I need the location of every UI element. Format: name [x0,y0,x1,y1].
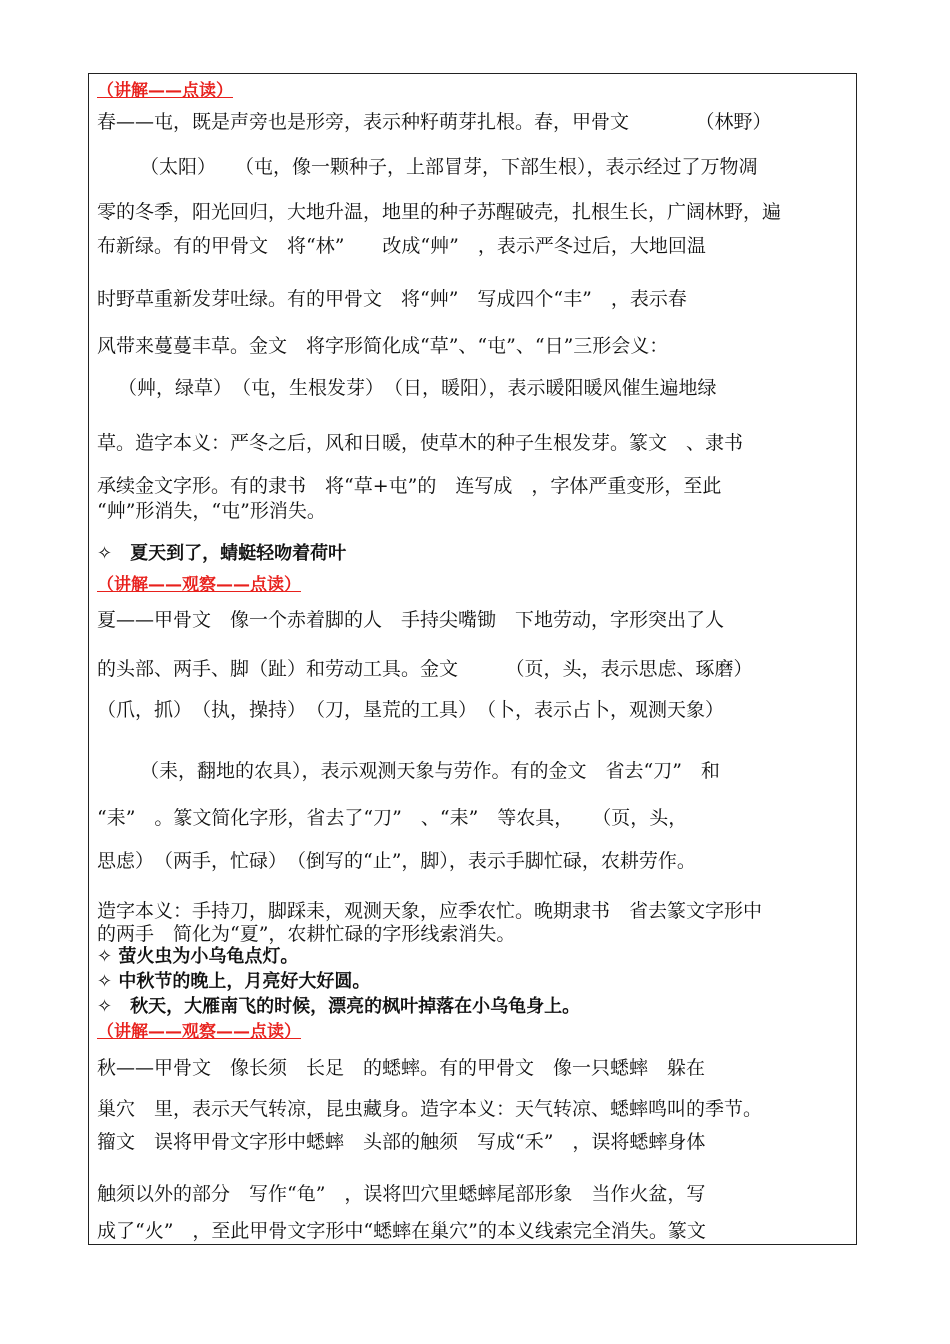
paragraph-line: （艸，绿草） （屯，生根发芽） （日，暖阳），表示暖阳暖风催生遍地绿 [118,377,717,399]
paragraph-line: 的两手 简化为“夏”，农耕忙碌的字形线索消失。 [97,923,516,945]
paragraph-line: 成了“火” ，至此甲骨文字形中“蟋蟀在巢穴”的本义线索完全消失。篆文 [97,1220,706,1242]
bullet-sentence-autumn: ✧ 秋天，大雁南飞的时候，漂亮的枫叶掉落在小乌龟身上。 [97,996,581,1017]
paragraph-line: 籀文 误将甲骨文字形中蟋蟀 头部的触须 写成“禾” ，误将蟋蟀身体 [97,1131,706,1153]
paragraph-line: （太阳） （屯，像一颗种子，上部冒芽，下部生根），表示经过了万物凋 [140,156,758,178]
section-heading-spring: （讲解——点读） [97,81,233,101]
section-heading-summer: （讲解——观察——点读） [97,575,301,595]
paragraph-line: （爪，抓） （执，操持） （刀，垦荒的工具） （卜，表示占卜，观测天象） [97,699,725,721]
paragraph-line: 巢穴 里，表示天气转凉，昆虫藏身。造字本义：天气转凉、蟋蟀鸣叫的季节。 [97,1098,763,1120]
bullet-sentence-moon: ✧ 中秋节的晚上，月亮好大好圆。 [97,971,371,992]
paragraph-line: 春——屯，既是声旁也是形旁，表示种籽萌芽扎根。春，甲骨文 （林野） [97,111,772,133]
bullet-sentence-summary: ✧ 夏天到了，蜻蜓轻吻着荷叶 [97,543,347,564]
paragraph-line: 草。造字本义：严冬之后，风和日暖，使草木的种子生根发芽。篆文 、隶书 [97,432,744,454]
paragraph-line: 的头部、两手、脚（趾）和劳动工具。金文 （页，头，表示思虑、琢磨） [97,658,753,680]
paragraph-line: 风带来蔓蔓丰草。金文 将字形简化成“草”、“屯”、“日”三形会义： [97,335,669,357]
paragraph-line: 承续金文字形。有的隶书 将“草+屯”的 连写成 ，字体严重变形，至此 [97,475,722,497]
paragraph-line: “艸”形消失，“屯”形消失。 [97,500,326,522]
paragraph-line: 秋——甲骨文 像长须 长足 的蟋蟀。有的甲骨文 像一只蟋蟀 躲在 [97,1057,706,1079]
paragraph-line: 布新绿。有的甲骨文 将“林” 改成“艸” ，表示严冬过后，大地回温 [97,235,706,257]
paragraph-line: “耒” 。篆文简化字形，省去了“刀” 、“耒” 等农具， （页，头， [97,807,688,829]
paragraph-line: 造字本义：手持刀，脚踩耒，观测天象，应季农忙。晚期隶书 省去篆文字形中 [97,900,763,922]
paragraph-line: 时野草重新发芽吐绿。有的甲骨文 将“艸” 写成四个“丰” ，表示春 [97,288,687,310]
paragraph-line: 思虑） （两手，忙碌） （倒写的“止”，脚），表示手脚忙碌，农耕劳作。 [97,850,696,872]
section-heading-autumn: （讲解——观察——点读） [97,1022,301,1042]
paragraph-line: 夏——甲骨文 像一个赤着脚的人 手持尖嘴锄 下地劳动，字形突出了人 [97,609,725,631]
paragraph-line: （耒，翻地的农具），表示观测天象与劳作。有的金文 省去“刀” 和 [140,760,720,782]
paragraph-line: 触须以外的部分 写作“龟” ，误将凹穴里蟋蟀尾部形象 当作火盆，写 [97,1183,706,1205]
bullet-sentence-firefly: ✧ 萤火虫为小乌龟点灯。 [97,946,299,967]
paragraph-line: 零的冬季，阳光回归，大地升温，地里的种子苏醒破壳，扎根生长，广阔林野，遍 [97,201,782,223]
